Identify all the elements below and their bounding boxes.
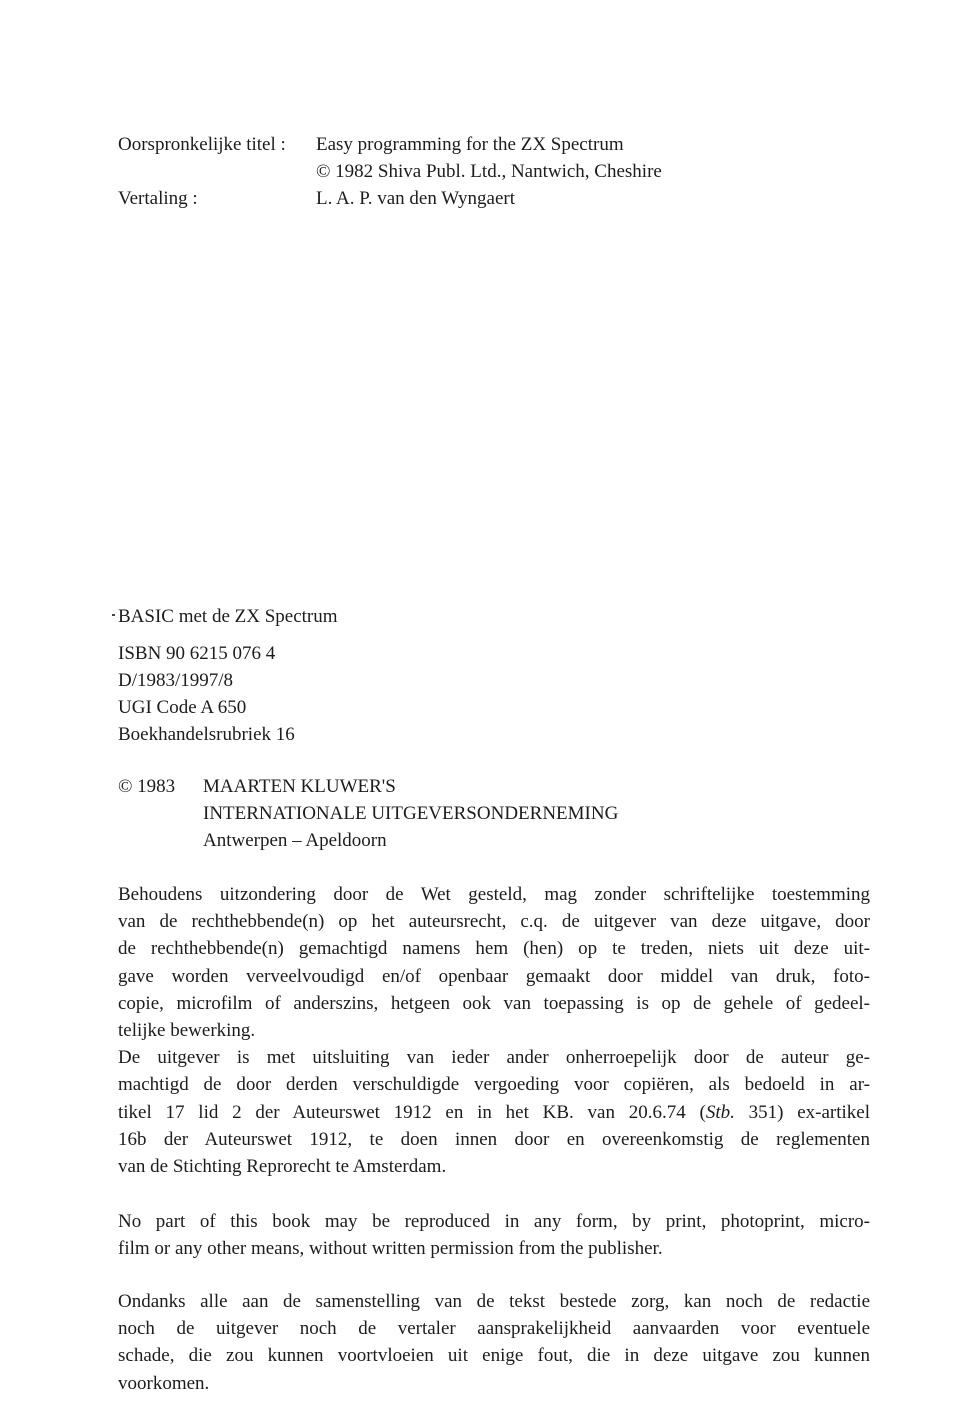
paragraph-line: copie, microfilm of anderszins, hetgeen ook van toepassing is op de gehele of gedeel-	[118, 992, 870, 1014]
paragraph-line: noch de uitgever noch de vertaler aansprakelijkheid aanvaarden voor eventuele	[118, 1318, 870, 1340]
original-title-value: Easy programming for the ZX Spectrum	[316, 134, 624, 155]
translation-row	[118, 185, 878, 212]
original-title-label: Oorspronkelijke titel :	[118, 134, 286, 155]
book-title: BASIC met de ZX Spectrum	[118, 606, 338, 627]
citation-italic: Stb.	[705, 1101, 735, 1123]
bookseller-category-line: Boekhandelsrubriek 16	[118, 724, 295, 745]
paragraph-line: gave worden verveelvoudigd en/of openbaar gemaakt door middel van druk, foto-	[118, 965, 870, 987]
publisher-copyright-year: © 1983	[118, 776, 176, 797]
credits-block	[118, 131, 878, 212]
original-copyright-value: © 1982 Shiva Publ. Ltd., Nantwich, Cheshire	[316, 161, 662, 182]
ugi-code-line: UGI Code A 650	[118, 697, 247, 718]
paragraph-line: van de rechthebbende(n) op het auteursrecht, c.q. de uitgever van deze uitgave, door	[118, 911, 870, 933]
publisher-block	[118, 773, 878, 854]
paragraph-line: 16b der Auteurswet 1912, te doen innen door en overeenkomstig de reglementen	[118, 1128, 870, 1150]
paragraph-line: van de Stichting Reprorecht te Amsterdam.	[118, 1155, 447, 1177]
paragraph-line: voorkomen.	[118, 1372, 210, 1394]
english-rights-paragraph	[118, 1208, 870, 1262]
publisher-location-line: Antwerpen – Apeldoorn	[203, 830, 387, 851]
paragraph-line: Ondanks alle aan de samenstelling van de tekst bestede zorg, kan noch de redactie	[118, 1291, 870, 1312]
bibliographic-block	[118, 603, 878, 748]
isbn-line: ISBN 90 6215 076 4	[118, 643, 276, 664]
paragraph-line: De uitgever is met uitsluiting van ieder ander onherroepelijk door de auteur ge-	[118, 1047, 870, 1069]
paragraph-line: tikel 17 lid 2 der Auteurswet 1912 en in het KB. van 20.6.74 (Stb. 351) ex-artikel	[118, 1101, 870, 1123]
publisher-company-line: INTERNATIONALE UITGEVERSONDERNEMING	[203, 803, 619, 824]
empty-label	[118, 158, 316, 185]
publisher-name-line: MAARTEN KLUWER'S	[203, 776, 396, 797]
translation-label: Vertaling :	[118, 188, 198, 209]
paragraph-line: film or any other means, without written permission from the publisher.	[118, 1238, 663, 1260]
publisher-lines	[203, 773, 618, 854]
paragraph-line: schade, die zou kunnen voortvloeien uit enige fout, die in deze uitgave zou kunnen	[118, 1345, 870, 1367]
paragraph-line: machtigd de door derden verschuldigde vergoeding voor copiëren, als bedoeld in ar-	[118, 1074, 870, 1096]
paragraph-line: No part of this book may be reproduced in any form, by print, photoprint, micro-	[118, 1211, 870, 1232]
paragraph-line: Behoudens uitzondering door de Wet gesteld, mag zonder schriftelijke toestemming	[118, 884, 870, 905]
paragraph-line: de rechthebbende(n) gemachtigd namens hem (hen) op te treden, niets uit deze uit-	[118, 938, 870, 960]
disclaimer-paragraph	[118, 1288, 870, 1397]
paragraph-line: telijke bewerking.	[118, 1019, 256, 1041]
translator-name: L. A. P. van den Wyngaert	[316, 188, 516, 209]
rights-paragraph	[118, 881, 870, 1180]
deposit-number-line: D/1983/1997/8	[118, 670, 234, 691]
print-speck	[112, 614, 115, 616]
original-title-row	[118, 131, 878, 158]
original-copyright-row	[118, 158, 878, 185]
